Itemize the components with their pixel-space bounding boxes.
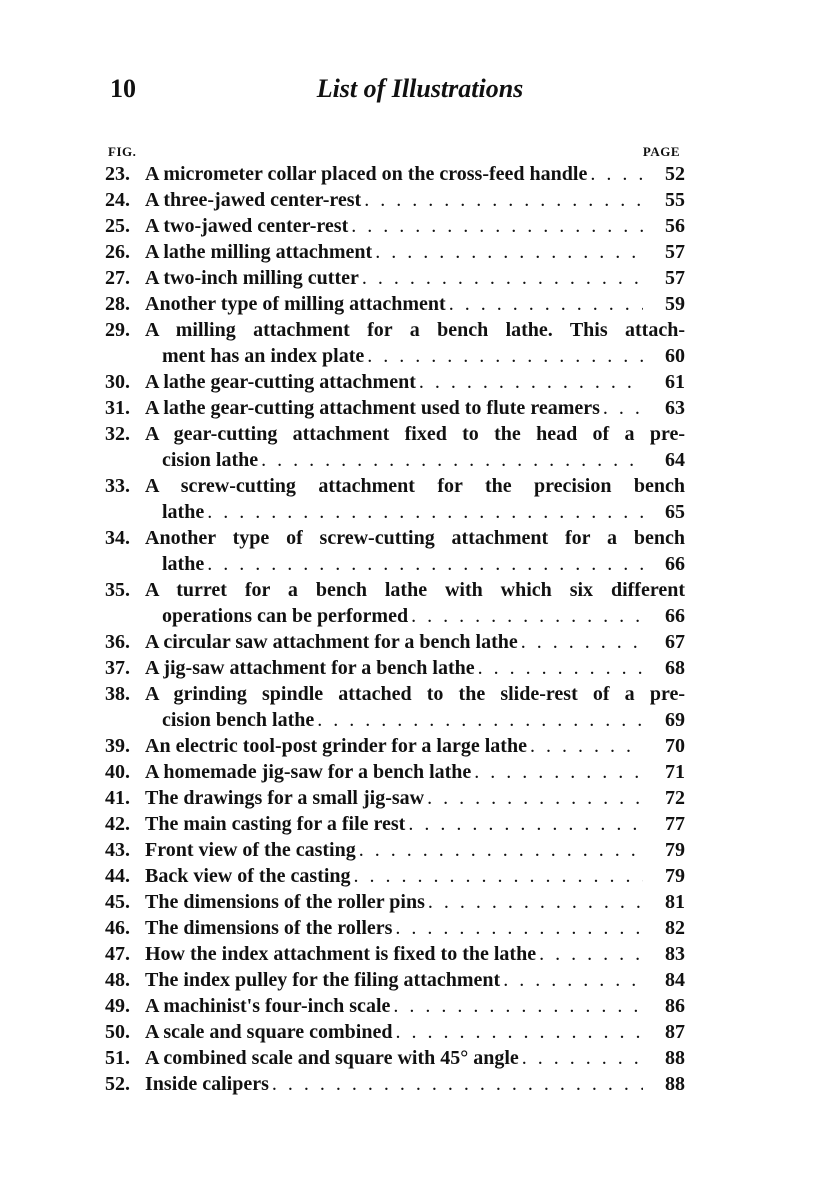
- page-reference: 83: [665, 943, 685, 965]
- figure-number: 40.: [105, 761, 130, 783]
- fig-column-heading: FIG.: [108, 144, 137, 159]
- figure-number: 38.: [105, 683, 130, 705]
- caption-text: A grinding spindle attached to the slide-rest of a pre-: [145, 683, 685, 705]
- dot-leader: [521, 629, 643, 655]
- page-reference: 84: [665, 969, 685, 991]
- illustration-entry: [105, 759, 685, 785]
- caption-text: The dimensions of the roller pins: [145, 891, 425, 913]
- illustration-entry: [105, 577, 685, 629]
- page-reference: 72: [665, 787, 685, 809]
- figure-number: 30.: [105, 371, 130, 393]
- running-title: List of Illustrations: [316, 74, 524, 103]
- caption-text: A turret for a bench lathe with which six different: [145, 579, 685, 601]
- dot-leader: [272, 1071, 643, 1097]
- dot-leader: [419, 369, 643, 395]
- page-reference: 87: [665, 1021, 685, 1043]
- caption-text: Front view of the casting: [145, 839, 356, 861]
- dot-leader: [478, 655, 643, 681]
- caption-text: A two-jawed center-rest: [145, 215, 349, 237]
- dot-leader: [354, 863, 643, 889]
- caption-text: Back view of the casting: [145, 865, 351, 887]
- figure-number: 46.: [105, 917, 130, 939]
- dot-leader: [395, 1019, 643, 1045]
- figure-number: 23.: [105, 163, 130, 185]
- illustration-entry: [105, 525, 685, 577]
- dot-leader: [351, 213, 643, 239]
- caption-text: A circular saw attachment for a bench lathe: [145, 631, 518, 653]
- figure-number: 29.: [105, 319, 130, 341]
- dot-leader: [449, 291, 643, 317]
- dot-leader: [375, 239, 643, 265]
- caption-text: An electric tool-post grinder for a large lathe: [145, 735, 527, 757]
- caption-text: A micrometer collar placed on the cross-feed handle: [145, 163, 588, 185]
- dot-leader: [393, 993, 643, 1019]
- illustration-entry: [105, 1071, 685, 1097]
- figure-number: 35.: [105, 579, 130, 601]
- page-reference: 81: [665, 891, 685, 913]
- figure-number: 33.: [105, 475, 130, 497]
- illustration-entry: [105, 629, 685, 655]
- caption-text: A homemade jig-saw for a bench lathe: [145, 761, 472, 783]
- page-reference: 60: [665, 345, 685, 367]
- caption-text: A combined scale and square with 45° angle: [145, 1047, 519, 1069]
- figure-number: 43.: [105, 839, 130, 861]
- illustration-entry: [105, 733, 685, 759]
- page-reference: 66: [665, 553, 685, 575]
- dot-leader: [427, 785, 643, 811]
- caption-text: A gear-cutting attachment fixed to the head of a pre-: [145, 423, 685, 445]
- figure-number: 25.: [105, 215, 130, 237]
- illustration-entry: [105, 941, 685, 967]
- caption-text: Another type of milling attachment: [145, 293, 446, 315]
- dot-leader: [539, 941, 643, 967]
- dot-leader: [207, 551, 643, 577]
- caption-text: A lathe milling attachment: [145, 241, 373, 263]
- illustration-entry: [105, 421, 685, 473]
- caption-text: lathe: [162, 553, 205, 575]
- figure-number: 42.: [105, 813, 130, 835]
- illustration-entry: [105, 681, 685, 733]
- dot-leader: [503, 967, 643, 993]
- page-reference: 55: [665, 189, 685, 211]
- caption-text: A two-inch milling cutter: [145, 267, 359, 289]
- page-column-heading: PAGE: [642, 144, 680, 159]
- figure-number: 32.: [105, 423, 130, 445]
- figure-number: 50.: [105, 1021, 130, 1043]
- caption-text: The dimensions of the rollers: [145, 917, 393, 939]
- illustration-entry: [105, 317, 685, 369]
- caption-text: How the index attachment is fixed to the lathe: [145, 943, 537, 965]
- caption-text: A lathe gear-cutting attachment: [145, 371, 416, 393]
- illustration-entry: [105, 915, 685, 941]
- page-reference: 52: [665, 163, 685, 185]
- page-reference: 86: [665, 995, 685, 1017]
- dot-leader: [207, 499, 643, 525]
- figure-number: 52.: [105, 1073, 130, 1095]
- page-reference: 67: [665, 631, 685, 653]
- dot-leader: [317, 707, 643, 733]
- page-reference: 88: [665, 1073, 685, 1095]
- illustration-entry: [105, 889, 685, 915]
- caption-text: The index pulley for the filing attachment: [145, 969, 501, 991]
- page-reference: 79: [665, 865, 685, 887]
- dot-leader: [590, 161, 643, 187]
- illustration-entry: [105, 187, 685, 213]
- illustration-entry: [105, 1019, 685, 1045]
- page-reference: 70: [665, 735, 685, 757]
- figure-number: 31.: [105, 397, 130, 419]
- caption-text: A lathe gear-cutting attachment used to flute reamers: [145, 397, 600, 419]
- illustration-entry: [105, 1045, 685, 1071]
- figure-number: 36.: [105, 631, 130, 653]
- illustration-entry: [105, 863, 685, 889]
- dot-leader: [359, 837, 643, 863]
- page-reference: 88: [665, 1047, 685, 1069]
- figure-number: 44.: [105, 865, 130, 887]
- figure-number: 49.: [105, 995, 130, 1017]
- caption-text: cision lathe: [162, 449, 259, 471]
- dot-leader: [522, 1045, 643, 1071]
- dot-leader: [367, 343, 643, 369]
- dot-leader: [364, 187, 643, 213]
- illustration-entry: [105, 213, 685, 239]
- dot-leader: [474, 759, 643, 785]
- illustration-entry: [105, 655, 685, 681]
- page-reference: 61: [665, 371, 685, 393]
- illustration-entry: [105, 369, 685, 395]
- caption-text: A milling attachment for a bench lathe. This attach-: [145, 319, 685, 341]
- figure-number: 48.: [105, 969, 130, 991]
- dot-leader: [603, 395, 643, 421]
- caption-text: The main casting for a file rest: [145, 813, 406, 835]
- dot-leader: [428, 889, 643, 915]
- figure-number: 24.: [105, 189, 130, 211]
- caption-text: ment has an index plate: [162, 345, 365, 367]
- figure-number: 45.: [105, 891, 130, 913]
- page-number: 10: [110, 74, 136, 103]
- illustration-entry: [105, 993, 685, 1019]
- caption-text: A scale and square combined: [145, 1021, 393, 1043]
- page-reference: 82: [665, 917, 685, 939]
- page-reference: 57: [665, 267, 685, 289]
- caption-text: Another type of screw-cutting attachment for a bench: [145, 527, 685, 549]
- figure-number: 47.: [105, 943, 130, 965]
- illustration-entry: [105, 785, 685, 811]
- page-reference: 66: [665, 605, 685, 627]
- caption-text: A screw-cutting attachment for the precision bench: [145, 475, 685, 497]
- caption-text: lathe: [162, 501, 205, 523]
- dot-leader: [411, 603, 643, 629]
- page-reference: 69: [665, 709, 685, 731]
- dot-leader: [362, 265, 643, 291]
- figure-number: 51.: [105, 1047, 130, 1069]
- page-reference: 71: [665, 761, 685, 783]
- page-reference: 64: [665, 449, 685, 471]
- figure-number: 39.: [105, 735, 130, 757]
- figure-number: 34.: [105, 527, 130, 549]
- page-reference: 59: [665, 293, 685, 315]
- figure-number: 26.: [105, 241, 130, 263]
- caption-text: A machinist's four-inch scale: [145, 995, 391, 1017]
- illustration-entry: [105, 837, 685, 863]
- figure-number: 37.: [105, 657, 130, 679]
- illustration-entry: [105, 291, 685, 317]
- illustration-entry: [105, 161, 685, 187]
- caption-text: The drawings for a small jig-saw: [145, 787, 425, 809]
- illustration-entry: [105, 473, 685, 525]
- figure-number: 28.: [105, 293, 130, 315]
- illustration-entry: [105, 811, 685, 837]
- illustration-entry: [105, 265, 685, 291]
- dot-leader: [261, 447, 643, 473]
- figure-number: 27.: [105, 267, 130, 289]
- page-reference: 68: [665, 657, 685, 679]
- page-reference: 77: [665, 813, 685, 835]
- dot-leader: [530, 733, 643, 759]
- illustration-entry: [105, 967, 685, 993]
- dot-leader: [408, 811, 643, 837]
- illustration-list: [105, 161, 685, 1097]
- page-reference: 65: [665, 501, 685, 523]
- caption-text: Inside calipers: [145, 1073, 269, 1095]
- caption-text: cision bench lathe: [162, 709, 315, 731]
- page-reference: 79: [665, 839, 685, 861]
- caption-text: A jig-saw attachment for a bench lathe: [145, 657, 475, 679]
- dot-leader: [395, 915, 643, 941]
- illustration-entry: [105, 395, 685, 421]
- page-reference: 57: [665, 241, 685, 263]
- page-reference: 63: [665, 397, 685, 419]
- caption-text: A three-jawed center-rest: [145, 189, 362, 211]
- caption-text: operations can be performed: [162, 605, 409, 627]
- figure-number: 41.: [105, 787, 130, 809]
- illustration-entry: [105, 239, 685, 265]
- page-reference: 56: [665, 215, 685, 237]
